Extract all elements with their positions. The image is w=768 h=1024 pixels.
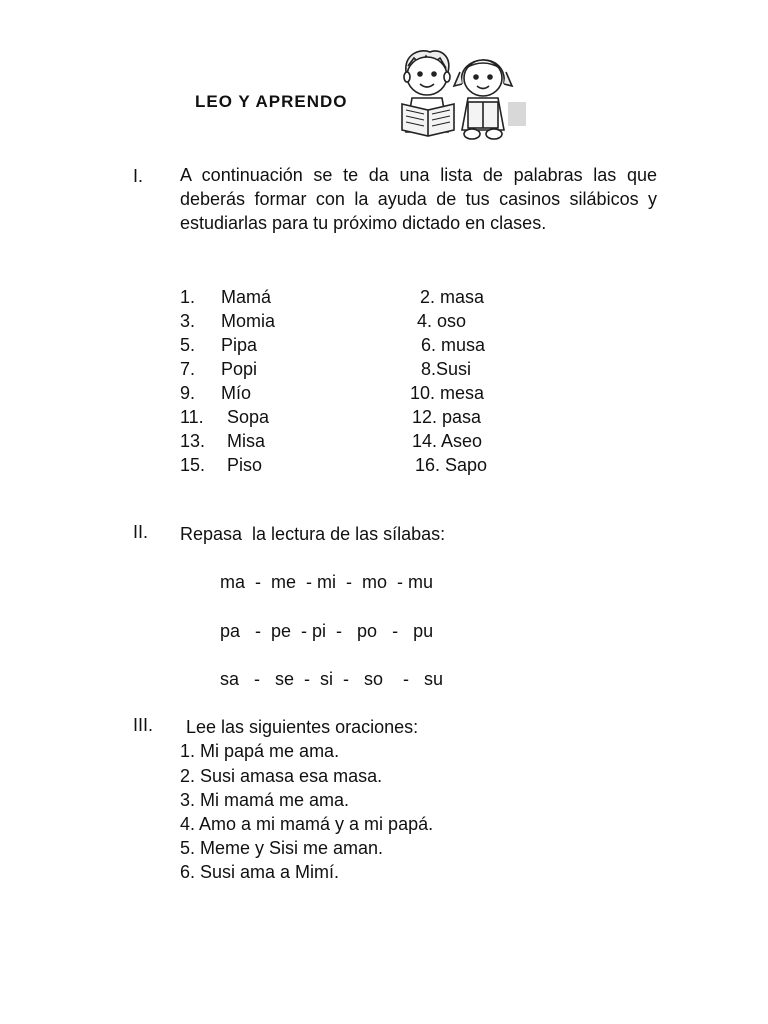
- word-item: 8.Susi: [421, 359, 472, 379]
- syllable-line: ma - me - mi - mo - mu: [220, 572, 434, 592]
- section-3-instruction: Lee las siguientes oraciones:: [186, 717, 419, 737]
- word-number: 1.: [180, 287, 196, 307]
- word-item: 4. oso: [417, 311, 467, 331]
- section-1-instruction: A continuación se te da una lista de palabras las que deberás formar con la ayuda de tus casinos silábicos y estudiarlas para tu próximo dictado en clases.: [180, 165, 657, 233]
- word-item: Pipa: [221, 335, 258, 355]
- sentence-item: 5. Meme y Sisi me aman.: [180, 838, 384, 858]
- word-number: 3.: [180, 311, 196, 331]
- word-item: Mío: [221, 383, 252, 403]
- word-item: Popi: [221, 359, 258, 379]
- word-number: 5.: [180, 335, 196, 355]
- sentence-item: 3. Mi mamá me ama.: [180, 790, 350, 810]
- word-item: Momia: [221, 311, 276, 331]
- word-number: 11.: [180, 407, 204, 427]
- word-item: 12. pasa: [412, 407, 482, 427]
- word-item: Misa: [227, 431, 266, 451]
- word-item: Mamá: [221, 287, 272, 307]
- word-item: 10. mesa: [410, 383, 485, 403]
- word-item: Piso: [227, 455, 263, 475]
- sentence-item: 6. Susi ama a Mimí.: [180, 862, 340, 882]
- sentence-item: 4. Amo a mi mamá y a mi papá.: [180, 814, 434, 834]
- sentence-item: 1. Mi papá me ama.: [180, 741, 340, 761]
- word-number: 15.: [180, 455, 206, 475]
- word-number: 13.: [180, 431, 206, 451]
- word-item: 16. Sapo: [415, 455, 488, 475]
- sentence-item: 2. Susi amasa esa masa.: [180, 766, 383, 786]
- kids-reading-illustration: [396, 46, 530, 142]
- syllable-line: sa - se - si - so - su: [220, 669, 444, 689]
- section-2-numeral: II.: [133, 522, 149, 542]
- section-1-numeral: I.: [133, 166, 144, 186]
- section-2-instruction: Repasa la lectura de las sílabas:: [180, 524, 446, 544]
- word-item: 2. masa: [420, 287, 485, 307]
- boy-reading-icon: [402, 51, 454, 136]
- word-item: 6. musa: [421, 335, 486, 355]
- girl-reading-icon: [454, 60, 512, 139]
- word-number: 7.: [180, 359, 196, 379]
- syllable-line: pa - pe - pi - po - pu: [220, 621, 434, 641]
- word-item: 14. Aseo: [412, 431, 483, 451]
- word-item: Sopa: [227, 407, 270, 427]
- section-3-numeral: III.: [133, 715, 154, 735]
- word-number: 9.: [180, 383, 196, 403]
- page-title: LEO Y APRENDO: [195, 92, 348, 111]
